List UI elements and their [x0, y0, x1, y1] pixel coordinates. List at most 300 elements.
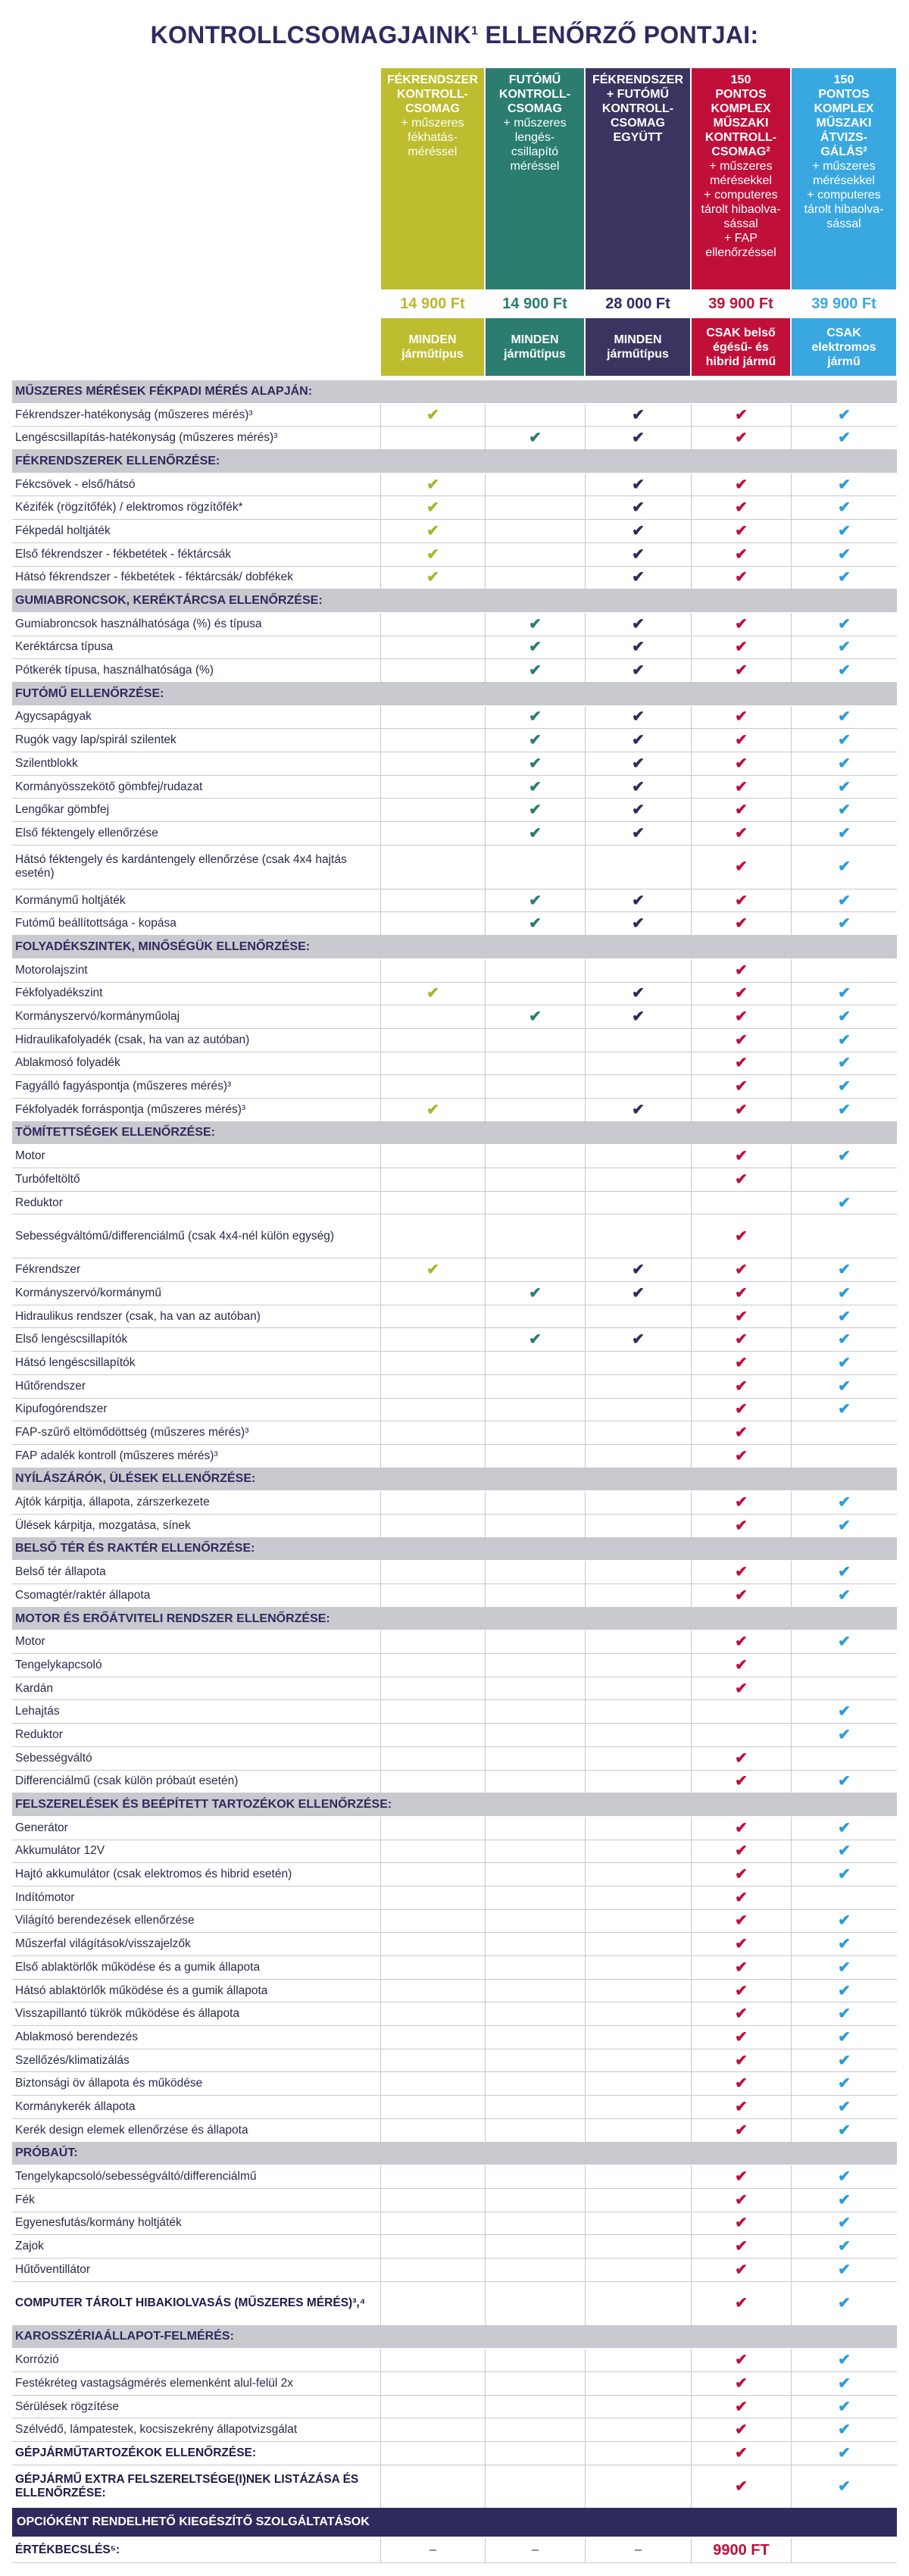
package-cell: [380, 2396, 485, 2418]
checkpoint-label: Turbófeltöltő: [15, 1172, 80, 1186]
package-subtitle-line: + computeres: [807, 189, 881, 202]
package-cell: [585, 1145, 691, 1168]
package-cell: [791, 1910, 897, 1933]
package-cell: [691, 2026, 791, 2049]
checkpoint-label: Sérülések rögzítése: [15, 2399, 119, 2413]
package-cell: [485, 912, 585, 935]
vehicle-type-line: CSAK: [826, 326, 861, 339]
vehicle-type-line: jármű: [827, 355, 861, 368]
package-cell: [585, 1840, 691, 1863]
package-cell: [485, 1515, 585, 1537]
package-cell: [791, 2119, 897, 2142]
check-icon: ✔: [838, 1354, 851, 1371]
check-icon: ✔: [838, 732, 851, 749]
package-cell: [585, 1700, 691, 1723]
checkpoint-label: Hajtó akkumulátor (csak elektromos és hibrid esetén): [15, 1868, 292, 1881]
check-icon: ✔: [735, 1680, 748, 1697]
package-subtitle-line: + műszeres: [709, 160, 773, 173]
package-cell: [380, 613, 485, 636]
package-cell: [585, 1747, 691, 1770]
package-cell: [791, 1168, 897, 1191]
check-icon: ✔: [735, 1354, 748, 1371]
package-cell: [791, 2072, 897, 2095]
package-cell: [791, 1771, 897, 1793]
checkpoint-row: [12, 1817, 897, 1840]
package-cell: [791, 1933, 897, 1955]
check-icon: ✔: [735, 522, 748, 539]
checkpoint-row: [12, 613, 897, 636]
section-header-row: [12, 936, 897, 959]
package-cell: [485, 2235, 585, 2258]
check-icon: ✔: [529, 430, 542, 447]
check-icon: ✔: [838, 1703, 851, 1721]
check-icon: ✔: [735, 915, 748, 933]
package-price: 28 000 Ft: [605, 295, 670, 312]
package-cell: [585, 2049, 691, 2072]
check-icon: ✔: [735, 755, 748, 772]
checkpoint-label: GÉPJÁRMŰ EXTRA FELSZERELTSÉGE(I)NEK LISTÁZÁSA ÉS ELLENŐRZÉSE:: [15, 2473, 359, 2500]
package-cell: [585, 1677, 691, 1700]
check-icon: ✔: [735, 1517, 748, 1534]
package-cell: [585, 1654, 691, 1677]
check-icon: ✔: [838, 499, 851, 517]
package-cell: [585, 1724, 691, 1746]
checkpoint-label: COMPUTER TÁROLT HIBAKIOLVASÁS (MŰSZERES MÉRÉS)³,⁴: [15, 2296, 366, 2310]
package-cell: [585, 1910, 691, 1933]
package-cell: [791, 706, 897, 729]
package-cell: [791, 2282, 897, 2325]
package-cell: [485, 1491, 585, 1514]
checkpoint-row: [12, 1980, 897, 2003]
package-cell: [691, 2372, 791, 2395]
checkpoint-row: [12, 1863, 897, 1887]
package-cell: [485, 1910, 585, 1933]
package-cell: [691, 2442, 791, 2465]
check-icon: ✔: [632, 476, 645, 493]
package-cell: [380, 1421, 485, 1444]
vehicle-type-line: égésű- és: [713, 340, 769, 354]
check-icon: ✔: [735, 708, 748, 726]
vehicle-type-badge: [692, 318, 790, 376]
package-cell: [585, 2165, 691, 2188]
check-icon: ✔: [735, 1424, 748, 1442]
package-cell: [380, 1630, 485, 1653]
package-cell: [485, 2282, 585, 2325]
package-name-line: CSOMAG²: [711, 145, 770, 158]
package-cell: [585, 2349, 691, 2371]
check-icon: ✔: [735, 961, 748, 979]
check-icon: ✔: [735, 430, 748, 447]
package-cell: [791, 2026, 897, 2049]
package-cell: [691, 2418, 791, 2441]
package-cell: [485, 2026, 585, 2049]
package-cell: [585, 1168, 691, 1191]
check-icon: ✔: [632, 985, 645, 1002]
package-cell: [485, 1654, 585, 1677]
package-cell: [485, 1863, 585, 1886]
package-name-line: FÉKRENDSZER: [592, 73, 683, 86]
check-icon: ✔: [632, 1331, 645, 1349]
package-cell: [380, 567, 485, 589]
check-icon: ✔: [838, 1587, 851, 1604]
package-cell: [485, 1887, 585, 1909]
check-icon: ✔: [529, 615, 542, 633]
package-cell: [691, 496, 791, 519]
package-cell: [485, 2396, 585, 2418]
package-cell: [380, 2465, 485, 2509]
package-cell: [485, 496, 585, 519]
checkpoint-label: Szellőzés/klimatizálás: [15, 2053, 130, 2067]
checkpoint-label: Indítómotor: [15, 1890, 75, 1904]
package-cell: [585, 2212, 691, 2235]
checkpoint-label: Csomagtér/raktér állapota: [15, 1588, 151, 1602]
check-icon: ✔: [838, 1008, 851, 1026]
package-cell: [585, 2119, 691, 2142]
package-cell: [485, 846, 585, 889]
package-cell: [691, 776, 791, 799]
check-icon: ✔: [838, 639, 851, 656]
package-cell: [691, 520, 791, 542]
checkpoint-label: Hűtőrendszer: [15, 1379, 86, 1393]
check-icon: ✔: [632, 708, 645, 726]
package-cell: [485, 1956, 585, 1979]
check-icon: ✔: [838, 1308, 851, 1325]
package-name-line: CSOMAG: [508, 102, 562, 115]
check-icon: ✔: [838, 1194, 851, 1211]
package-cell: [380, 427, 485, 449]
package-cell: [585, 889, 691, 912]
package-cell: [585, 1630, 691, 1653]
package-cell: [485, 2189, 585, 2212]
package-cell: [791, 1561, 897, 1583]
check-icon: ✔: [426, 406, 439, 424]
package-subtitle-line: mérésekkel: [813, 174, 875, 187]
check-icon: ✔: [838, 2238, 851, 2256]
package-cell: [691, 1215, 791, 1258]
checkpoint-row: [12, 752, 897, 776]
checkpoint-row: [12, 1399, 897, 1422]
package-cell: [380, 912, 485, 935]
package-cell: [380, 474, 485, 496]
check-icon: ✔: [735, 1331, 748, 1349]
package-cell: [380, 2026, 485, 2049]
package-cell: [691, 706, 791, 729]
check-icon: ✔: [838, 1773, 851, 1790]
check-icon: ✔: [838, 1959, 851, 1976]
package-cell: [585, 1075, 691, 1098]
checkpoint-label: Rugók vagy lap/spirál szilentek: [15, 733, 176, 747]
checkpoint-row: [12, 1075, 897, 1099]
check-icon: ✔: [632, 615, 645, 633]
check-icon: ✔: [838, 1564, 851, 1581]
package-cell: [380, 1075, 485, 1098]
check-icon: ✔: [735, 1227, 748, 1245]
check-icon: ✔: [838, 1031, 851, 1049]
check-icon: ✔: [838, 1101, 851, 1118]
check-icon: ✔: [735, 892, 748, 909]
checkpoint-row: [12, 2096, 897, 2119]
package-cell: [380, 983, 485, 1005]
check-icon: ✔: [426, 499, 439, 517]
checkpoint-label: Ablakmosó berendezés: [15, 2030, 138, 2043]
checkpoint-row: [12, 1052, 897, 1076]
check-icon: ✔: [735, 1008, 748, 1026]
checkpoint-label: Agycsapágyak: [15, 710, 92, 724]
package-cell: [585, 1005, 691, 1028]
checkpoint-label: Kerék design elemek ellenőrzése és állapota: [15, 2123, 248, 2137]
checkpoint-row: [12, 1677, 897, 1701]
package-cell: [485, 1445, 585, 1468]
package-cell: [485, 2465, 585, 2509]
checkpoint-row: [12, 983, 897, 1006]
check-icon: ✔: [838, 2215, 851, 2232]
check-icon: ✔: [426, 546, 439, 563]
package-cell: [380, 520, 485, 542]
package-cell: [485, 2002, 585, 2025]
package-cell: [380, 1980, 485, 2002]
check-icon: ✔: [632, 430, 645, 447]
checkpoint-label: Sebességváltómű/differenciálmű (csak 4x4-nél külön egység): [15, 1229, 335, 1243]
package-cell: [380, 822, 485, 845]
check-icon: ✔: [838, 662, 851, 680]
vehicle-type-badge: [586, 318, 690, 376]
package-cell: [691, 427, 791, 449]
checkpoint-label: Reduktor: [15, 1196, 63, 1209]
check-icon: ✔: [838, 1912, 851, 1930]
checkpoint-label: Kormányösszekötő gömbfej/rudazat: [15, 780, 203, 793]
package-cell: [485, 1771, 585, 1793]
check-icon: ✔: [735, 1401, 748, 1418]
check-icon: ✔: [838, 615, 851, 633]
checkpoint-row: [12, 2235, 897, 2259]
checkpoint-row: [12, 2212, 897, 2236]
section-title: MOTOR ÉS ERŐÁTVITELI RENDSZER ELLENŐRZÉSE:: [15, 1612, 330, 1625]
checkpoint-row: [12, 520, 897, 543]
checkpoint-label: Fékrendszer-hatékonyság (műszeres mérés)³: [15, 408, 253, 421]
valuation-cell: [791, 2538, 897, 2562]
check-icon: ✔: [838, 1517, 851, 1534]
section-title: FOLYADÉKSZINTEK, MINŐSÉGÜK ELLENŐRZÉSE:: [15, 939, 311, 953]
checkpoint-row: [12, 1956, 897, 1980]
package-cell: [691, 2096, 791, 2118]
checkpoint-row: [12, 1724, 897, 1747]
package-cell: [691, 912, 791, 935]
checkpoint-label: Fékfolyadék forráspontja (műszeres mérés)³: [15, 1102, 246, 1116]
checkpoint-label: Szilentblokk: [15, 756, 78, 770]
check-icon: ✔: [838, 1633, 851, 1651]
check-icon: ✔: [838, 1726, 851, 1743]
package-cell: [791, 2189, 897, 2212]
vehicle-type-line: járműtípus: [401, 348, 464, 361]
package-name-line: FÉKRENDSZER: [386, 73, 478, 86]
check-icon: ✔: [838, 755, 851, 772]
optional-services-header: OPCIÓKÉNT RENDELHETŐ KIEGÉSZÍTŐ SZOLGÁLTATÁSOK: [12, 2508, 897, 2537]
checkpoint-label: Tengelykapcsoló: [15, 1658, 102, 1671]
checkpoint-label: Fék: [15, 2193, 35, 2206]
package-cell: [791, 2096, 897, 2118]
package-cell: [691, 636, 791, 659]
check-icon: ✔: [735, 2075, 748, 2093]
check-icon: ✔: [838, 2052, 851, 2069]
checkpoint-row: [12, 776, 897, 799]
check-icon: ✔: [529, 915, 542, 933]
package-cell: [791, 983, 897, 1005]
package-cell: [791, 404, 897, 427]
vehicle-type-line: CSAK belső: [706, 326, 776, 339]
package-cell: [380, 1099, 485, 1121]
check-icon: ✔: [735, 2052, 748, 2069]
package-cell: [691, 1956, 791, 1979]
package-cell: [380, 2349, 485, 2371]
check-icon: ✔: [838, 1843, 851, 1860]
checkpoint-label: Kormányszervó/kormánymű: [15, 1286, 161, 1299]
check-icon: ✔: [735, 2478, 748, 2496]
check-icon: ✔: [735, 1749, 748, 1767]
package-cell: [791, 567, 897, 589]
package-cell: [485, 1421, 585, 1444]
package-cell: [485, 1005, 585, 1028]
package-cell: [485, 1328, 585, 1351]
package-cell: [380, 799, 485, 821]
checkpoint-label: Kormányszervó/kormányműolaj: [15, 1010, 180, 1024]
row-label: ÉRTÉKBECSLÉS⁵:: [15, 2543, 120, 2556]
check-icon: ✔: [632, 522, 645, 539]
package-cell: [791, 846, 897, 889]
package-cell: [791, 752, 897, 775]
checkpoint-row: [12, 889, 897, 913]
package-cell: [380, 1515, 485, 1537]
checkpoint-row: [12, 659, 897, 683]
vehicle-type-line: járműtípus: [607, 348, 669, 361]
checkpoint-label: Lengőkar gömbfej: [15, 803, 110, 817]
package-cell: [691, 2349, 791, 2371]
check-icon: ✔: [735, 802, 748, 819]
package-cell: [485, 889, 585, 912]
check-icon: ✔: [735, 1101, 748, 1118]
package-price: 39 900 Ft: [811, 295, 876, 312]
valuation-cell: –: [485, 2538, 585, 2562]
checkpoint-label: Ablakmosó folyadék: [15, 1056, 120, 1070]
check-icon: ✔: [838, 1819, 851, 1837]
check-icon: ✔: [529, 732, 542, 749]
package-cell: [791, 959, 897, 982]
check-icon: ✔: [735, 1889, 748, 1906]
check-icon: ✔: [426, 1101, 439, 1118]
package-cell: [485, 1099, 585, 1121]
package-cell: [791, 1421, 897, 1444]
package-cell: [485, 776, 585, 799]
checkpoint-row: [12, 1933, 897, 1956]
check-icon: ✔: [735, 1773, 748, 1790]
package-cell: [485, 822, 585, 845]
package-cell: [691, 2235, 791, 2258]
package-cell: [791, 729, 897, 752]
package-cell: [791, 2442, 897, 2465]
package-cell: [585, 1445, 691, 1468]
checkpoint-label: Hátsó ablaktörlők működése és a gumik állapota: [15, 1984, 268, 1997]
package-cell: [585, 846, 691, 889]
package-subtitle-line: sással: [723, 217, 758, 230]
checkpoint-row: [12, 636, 897, 660]
package-cell: [380, 729, 485, 752]
package-name-line: 150: [730, 73, 751, 86]
package-name-line: KOMPLEX: [711, 102, 771, 115]
package-cell: [691, 2465, 791, 2509]
checkpoint-row: [12, 2418, 897, 2442]
checkpoint-row: [12, 912, 897, 936]
check-icon: ✔: [838, 546, 851, 563]
package-cell: [691, 2049, 791, 2072]
package-cell: [691, 846, 791, 889]
section-title: PRÓBAÚT:: [15, 2146, 78, 2160]
check-icon: ✔: [838, 569, 851, 586]
package-cell: [691, 2165, 791, 2188]
package-cell: [380, 1375, 485, 1398]
package-cell: [791, 1145, 897, 1168]
check-icon: ✔: [838, 1866, 851, 1884]
checkpoint-row: [12, 799, 897, 822]
check-icon: ✔: [735, 662, 748, 680]
check-icon: ✔: [735, 1656, 748, 1674]
check-icon: ✔: [735, 858, 748, 876]
package-header: [381, 68, 484, 289]
check-icon: ✔: [735, 2261, 748, 2278]
check-icon: ✔: [838, 1377, 851, 1395]
package-subtitle-line: csillapító: [511, 145, 559, 158]
package-cell: [791, 2465, 897, 2509]
section-title: FUTÓMŰ ELLENŐRZÉSE:: [15, 686, 164, 700]
check-icon: ✔: [426, 522, 439, 539]
section-header-row: [12, 589, 897, 613]
package-cell: [380, 2442, 485, 2465]
package-subtitle-line: tárolt hibaolva-: [701, 203, 781, 216]
package-cell: [585, 1029, 691, 1052]
check-icon: ✔: [838, 2028, 851, 2046]
package-price: 14 900 Ft: [502, 295, 567, 312]
package-cell: [485, 729, 585, 752]
checkpoint-row: [12, 1491, 897, 1515]
package-cell: [585, 1933, 691, 1955]
package-cell: [380, 1145, 485, 1168]
checkpoint-row: [12, 1654, 897, 1677]
package-cell: [585, 2235, 691, 2258]
package-cell: [380, 1747, 485, 1770]
checkpoint-label: Visszapillantó tükrök működése és állapota: [15, 2007, 240, 2021]
section-header-row: [12, 380, 897, 404]
checkpoint-label: Lehajtás: [15, 1705, 60, 1718]
package-name-line: KOMPLEX: [814, 102, 874, 115]
package-cell: [485, 706, 585, 729]
package-cell: [380, 1677, 485, 1700]
package-cell: [691, 1491, 791, 1514]
package-cell: [691, 1561, 791, 1583]
check-icon: ✔: [426, 476, 439, 493]
package-cell: [791, 1630, 897, 1653]
package-subtitle-line: lengés-: [514, 131, 555, 144]
package-cell: [691, 889, 791, 912]
package-cell: [791, 1980, 897, 2002]
package-cell: [585, 636, 691, 659]
checkpoint-row: [12, 846, 897, 889]
package-cell: [380, 889, 485, 912]
package-cell: [791, 1075, 897, 1098]
package-cell: [380, 1933, 485, 1955]
check-icon: ✔: [838, 2352, 851, 2369]
checkpoint-row: [12, 1421, 897, 1445]
check-icon: ✔: [838, 2098, 851, 2115]
section-header-row: [12, 450, 897, 474]
package-cell: [791, 799, 897, 821]
